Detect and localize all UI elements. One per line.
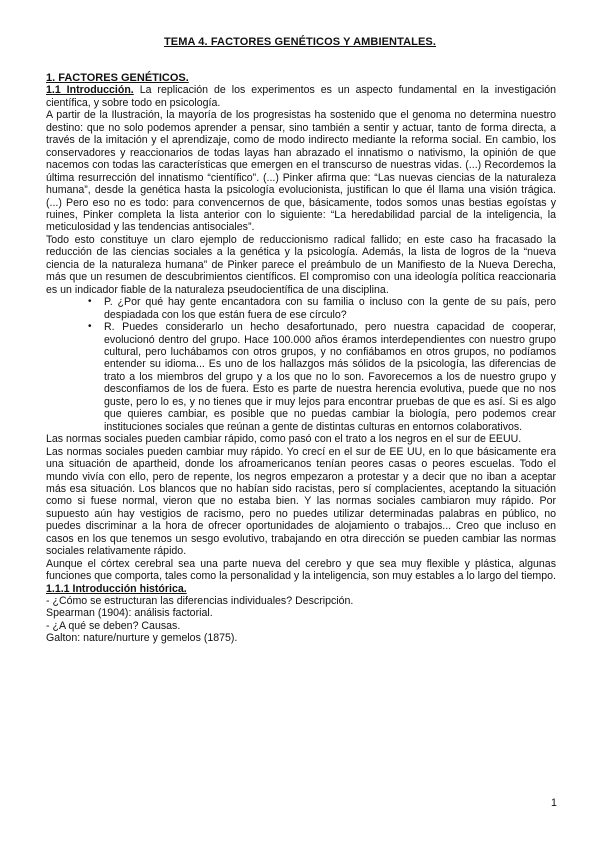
bullet-icon: •	[88, 321, 92, 333]
page-number: 1	[551, 797, 557, 809]
paragraph-2: Todo esto constituye un claro ejemplo de reduccionismo radical fallido; en este caso ha fracasado la reducción de las ciencias sociales a la genética y la psicología. Además, la lista de logros de la “nueva ciencia de la naturaleza humana” de Pinker parece el preámbulo de un Manifiesto de la Nueva Derecha, más que un resumen de descubrimientos científicos. El compromiso con una ideología política reaccionaria es un indicador fiable de la naturaleza pseudocientífica de una disciplina.	[46, 233, 556, 296]
list-item	[88, 296, 556, 321]
section-heading: 1. FACTORES GENÉTICOS.	[46, 72, 189, 84]
paragraph-3: Las normas sociales pueden cambiar rápido, como pasó con el trato a los negros en el sur de EEUU.	[46, 433, 522, 446]
intro-text: La replicación de los experimentos es un aspecto fundamental en la investigación científica, y sobre todo en psicología.	[46, 84, 556, 109]
document-body	[46, 72, 556, 645]
text-line: - ¿A qué se deben? Causas.	[46, 619, 181, 632]
bullet-icon: •	[88, 296, 92, 308]
paragraph-5: Aunque el córtex cerebral sea una parte nueva del cerebro y que sea muy flexible y plástica, algunas funciones que comporta, tales como la personalidad y la inteligencia, son muy estables a lo largo del tiempo.	[46, 557, 556, 583]
intro-paragraph	[46, 84, 556, 109]
paragraph-1: A partir de la Ilustración, la mayoría de los progresistas ha sostenido que el genoma no determina nuestro destino: que no solo podemos aprender a pensar, sino también a sentir y actuar, tanto de forma directa, a través de la imitación y el aprendizaje, como de modo indirecto mediante la reforma social. En cambio, los conservadores y reaccionarios de todas layas han abrazado el innatismo o nativismo, la opinión de que nacemos con todas las características que emergen en el transcurso de nuestras vidas. (...) Recordemos la última resurrección del innatismo “científico”. (...) Pinker afirma que: “Las nuevas ciencias de la naturaleza humana”, desde la genética hasta la psicología evolucionista, justifican lo que él llama una visión trágica. (...) Pero eso no es todo: para convencernos de que, básicamente, todos somos unas bestias egoístas y ruines, Pinker completa la lista anterior con lo siguiente: “La heredabilidad parcial de la inteligencia, la meticulosidad y las tendencias antisociales”.	[46, 109, 556, 234]
paragraph-4: Las normas sociales pueden cambiar muy rápido. Yo crecí en el sur de EE UU, en lo que básicamente era una situación de apartheid, donde los afroamericanos tenían peores casas o peores escuelas. Todo el mundo vivía con ello, pero de repente, los negros empezaron a protestar y a decir que no iban a aceptar más esa situación. Los blancos que no habían sido racistas, pero sí complacientes, aceptando la situación como si fuese normal, vieron que no estaba bien. Y las normas sociales cambiaron muy rápido. Por supuesto aún hay vestigios de racismo, pero no puedes utilizar determinadas palabras en público, no puedes discriminar a la hora de ofrecer oportunidades de alojamiento o trabajos... Creo que incluso en casos en los que tenemos un sesgo evolutivo, trabajando en otra dirección se pueden cambiar las normas sociales relativamente rápido.	[46, 445, 556, 558]
list-item-text: P. ¿Por qué hay gente encantadora con su familia o incluso con la gente de su país, pero despiadada con los que están fuera de ese círculo?	[104, 296, 556, 321]
subsubsection-heading: 1.1.1 Introducción histórica.	[46, 582, 187, 595]
document-title: TEMA 4. FACTORES GENÉTICOS Y AMBIENTALES.	[163, 36, 436, 48]
subsection-heading: 1.1 Introducción.	[46, 84, 134, 97]
list-item-text: R. Puedes considerarlo un hecho desafortunado, pero nuestra capacidad de cooperar, evolucionó dentro del grupo. Hace 100.000 años éramos interdependientes con nuestro grupo cultural, pero luchábamos con otros grupos, y no confiábamos en otros grupos, no podíamos entender su idioma... Es uno de los hallazgos más sólidos de la psicología, las diferencias de trato a los miembros del grupo y a los que no lo son. Favorecemos a los de nuestro grupo y desconfiamos de los de fuera. Esto es parte de nuestra herencia evolutiva, puede que no nos guste, pero lo es, y no tienes que ir muy lejos para encontrar pruebas de que es así. Si es algo que quieres cambiar, es posible que no puedas cambiar la biología, pero podemos crear instituciones sociales que reúnan a gente de distintas culturas en entornos colaborativos.	[104, 321, 556, 433]
text-line: Galton: nature/nurture y gemelos (1875).	[46, 632, 238, 645]
qa-bullet-list	[46, 296, 556, 433]
text-line: Spearman (1904): análisis factorial.	[46, 607, 213, 620]
list-item	[88, 321, 556, 433]
text-line: - ¿Cómo se estructuran las diferencias individuales? Descripción.	[46, 595, 354, 608]
